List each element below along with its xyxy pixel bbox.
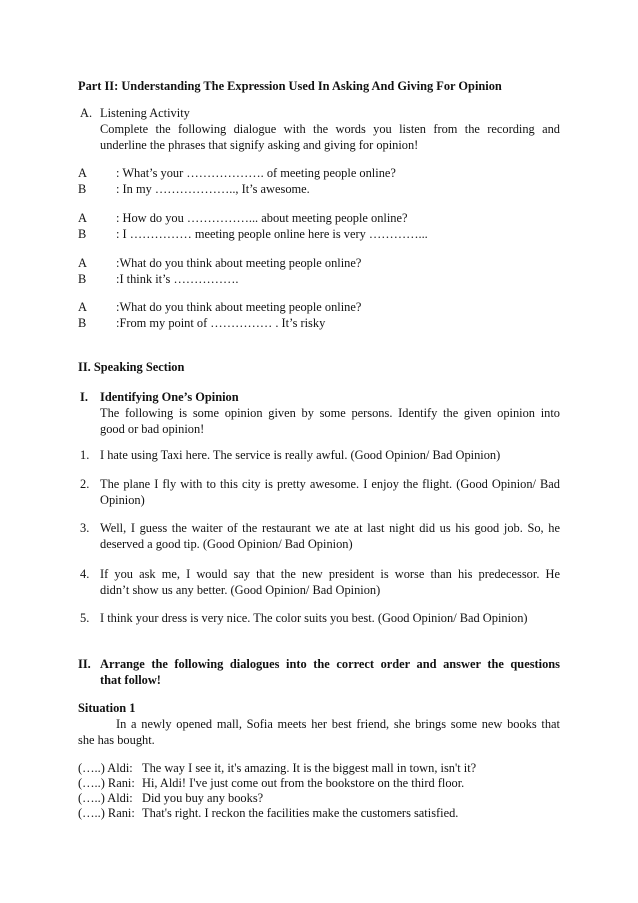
- part-1-marker: I.: [80, 390, 88, 404]
- item-3-line1: Well, I guess the waiter of the restaurant we ate at last night did us his good job. So, he: [100, 521, 560, 535]
- dialogue-4-a-text: :What do you think about meeting people online?: [116, 300, 362, 314]
- part-1-instruction-line2: good or bad opinion!: [100, 422, 205, 436]
- item-3-number: 3.: [80, 521, 90, 535]
- situation-line-4-text: That's right. I reckon the facilities make the customers satisfied.: [142, 806, 459, 820]
- section-a-instruction-line2: underline the phrases that signify asking and giving for opinion!: [100, 138, 419, 152]
- item-1-number: 1.: [80, 448, 90, 462]
- situation-title: Situation 1: [78, 701, 136, 715]
- dialogue-3-a-text: :What do you think about meeting people online?: [116, 256, 362, 270]
- situation-intro-line2: she has bought.: [78, 733, 155, 747]
- item-4-number: 4.: [80, 567, 90, 581]
- situation-line-4-label: (…..) Rani:: [78, 806, 135, 820]
- situation-line-1-label: (…..) Aldi:: [78, 761, 133, 775]
- situation-line-2-label: (…..) Rani:: [78, 776, 135, 790]
- dialogue-2-b-text: : I …………… meeting people online here is very …………...: [116, 227, 428, 241]
- dialogue-2-a-label: A: [78, 211, 87, 225]
- situation-intro-line1: In a newly opened mall, Sofia meets her best friend, she brings some new books that: [116, 717, 560, 731]
- part-title: Part II: Understanding The Expression Used In Asking And Giving For Opinion: [78, 79, 502, 93]
- item-2-line1: The plane I fly with to this city is pretty awesome. I enjoy the flight. (Good Opinion/ Bad: [100, 477, 560, 491]
- dialogue-2-a-text: : How do you ……………... about meeting people online?: [116, 211, 408, 225]
- section-a-instruction-line1: Complete the following dialogue with the words you listen from the recording and: [100, 122, 560, 136]
- situation-line-2-text: Hi, Aldi! I've just come out from the bookstore on the third floor.: [142, 776, 465, 790]
- item-2-line2: Opinion): [100, 493, 145, 507]
- item-2-number: 2.: [80, 477, 90, 491]
- item-5-number: 5.: [80, 611, 90, 625]
- dialogue-3-b-text: :I think it’s …………….: [116, 272, 239, 286]
- item-1-line1: I hate using Taxi here. The service is really awful. (Good Opinion/ Bad Opinion): [100, 448, 501, 462]
- item-4-line1: If you ask me, I would say that the new president is worse than his predecessor. He: [100, 567, 560, 581]
- dialogue-3-b-label: B: [78, 272, 87, 286]
- dialogue-4-b-label: B: [78, 316, 87, 330]
- section-a-marker: A.: [80, 106, 93, 120]
- item-3-line2: deserved a good tip. (Good Opinion/ Bad Opinion): [100, 537, 353, 551]
- dialogue-2-b-label: B: [78, 227, 87, 241]
- situation-line-3-text: Did you buy any books?: [142, 791, 264, 805]
- dialogue-3-a-label: A: [78, 256, 87, 270]
- speaking-section-title: II. Speaking Section: [78, 360, 185, 374]
- dialogue-4-b-text: :From my point of …………… . It’s risky: [116, 316, 326, 330]
- dialogue-1-b-label: B: [78, 182, 87, 196]
- part-1-instruction-line1: The following is some opinion given by some persons. Identify the given opinion into: [100, 406, 560, 420]
- part-1-heading: Identifying One’s Opinion: [100, 390, 239, 404]
- situation-line-1-text: The way I see it, it's amazing. It is the biggest mall in town, isn't it?: [142, 761, 477, 775]
- part-2-marker: II.: [78, 657, 91, 671]
- part-2-instruction-line1: Arrange the following dialogues into the correct order and answer the questions: [100, 657, 560, 671]
- dialogue-4-a-label: A: [78, 300, 87, 314]
- item-5-line1: I think your dress is very nice. The color suits you best. (Good Opinion/ Bad Opinion): [100, 611, 528, 625]
- section-a-heading: Listening Activity: [100, 106, 190, 120]
- part-2-instruction-line2: that follow!: [100, 673, 161, 687]
- item-4-line2: didn’t show us any better. (Good Opinion/ Bad Opinion): [100, 583, 381, 597]
- dialogue-1-b-text: : In my ……………….., It’s awesome.: [116, 182, 310, 196]
- dialogue-1-a-label: A: [78, 166, 87, 180]
- situation-line-3-label: (…..) Aldi:: [78, 791, 133, 805]
- dialogue-1-a-text: : What’s your ………………. of meeting people online?: [116, 166, 396, 180]
